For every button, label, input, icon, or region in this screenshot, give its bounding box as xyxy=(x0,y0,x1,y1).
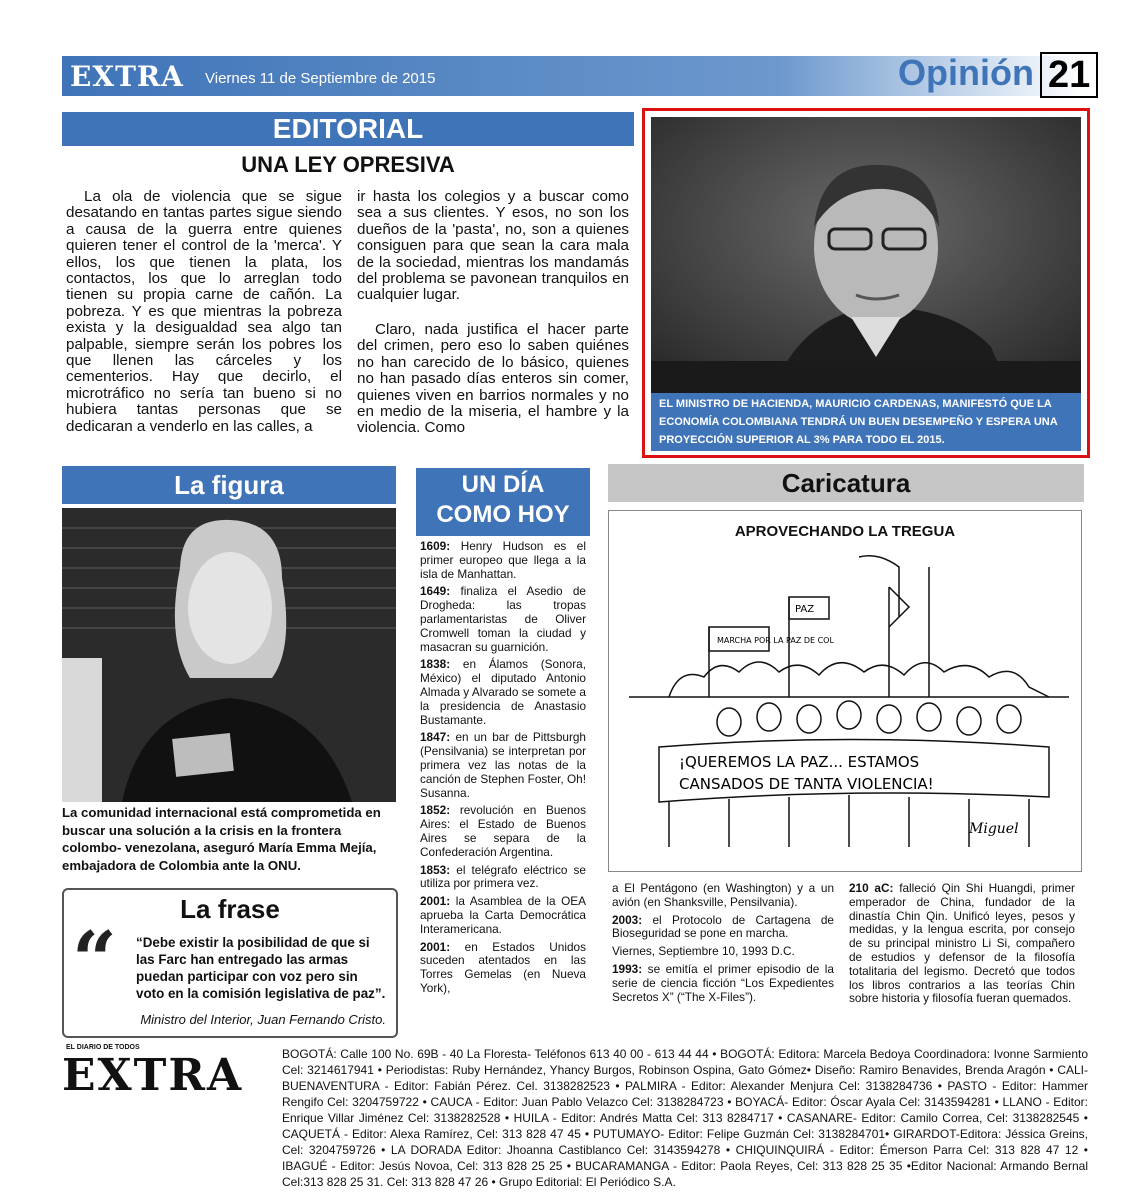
dia-entry xyxy=(420,895,586,936)
dia-entry xyxy=(420,941,586,996)
section-title: Opinión xyxy=(898,52,1034,93)
cartoon-title: APROVECHANDO LA TREGUA xyxy=(734,523,956,540)
quote-mark-icon: “ xyxy=(72,915,117,1006)
featured-photo-frame xyxy=(642,108,1090,458)
dia-entry-text: la Asamblea de la OEA aprueba la Carta Democrática Interamericana. xyxy=(420,894,586,936)
cartoon-banner-line-2: CANSADOS DE TANTA VIOLENCIA! xyxy=(679,775,934,793)
dia-entry xyxy=(420,658,586,727)
editorial-title: UNA LEY OPRESIVA xyxy=(241,152,455,177)
footer-tagline: EL DIARIO DE TODOS xyxy=(66,1044,140,1051)
dia-entry-text: finaliza el Asedio de Drogheda: las tropas parlamentaristas de Oliver Cromwell toman la ciudad y masacran su guarnición. xyxy=(420,584,586,654)
dia-entry xyxy=(420,864,586,892)
dia-entry-year: 1993: xyxy=(612,961,643,976)
cartoon-signature: Miguel xyxy=(969,821,1019,837)
dia-entry-text: el telégrafo eléctrico se utiliza por primera vez. xyxy=(420,862,586,891)
dia-continuation-2 xyxy=(849,882,1075,1006)
dia-entry-year: 1649: xyxy=(420,584,451,599)
dia-entry xyxy=(612,914,834,942)
dia-band xyxy=(416,468,590,536)
dia-entry-year: 2001: xyxy=(420,939,451,954)
frase-box xyxy=(62,888,398,1038)
dia-entry xyxy=(420,804,586,859)
page-number: 21 xyxy=(1040,52,1098,98)
editorial-column-2b: Claro, nada justifica el hacer parte del crimen, pero eso lo saben quiénes no han carecido de lo básico, quienes no han pasado días enteros sin comer, quienes viven en barrios normales y no en medio de la miseria, el hambre y la violencia. Como xyxy=(357,321,629,437)
cartoon-frame xyxy=(608,510,1082,872)
dia-band-line-2: COMO HOY xyxy=(436,501,570,528)
figura-photo xyxy=(62,508,396,802)
dia-entry-year: 1609: xyxy=(420,539,451,553)
dia-entry xyxy=(420,731,586,800)
dia-entry-year: 1852: xyxy=(420,803,451,818)
figura-caption: La comunidad internacional está comprometida en buscar una solución a la crisis en la frontera colombo- venezolana, aseguró María Emma Mejía, embajadora de Colombia ante la ONU. xyxy=(62,805,381,873)
figura-band: La figura xyxy=(62,466,396,504)
dia-cont-text: a El Pentágono (en Washington) y a un avión (en Shanksville, Pensilvania). xyxy=(612,881,834,909)
cartoon-sign-1: MARCHA POR LA PAZ DE COL xyxy=(717,636,834,645)
frase-quote: “Debe existir la posibilidad de que si las Farc han entregado las armas puedan participar con voz pero sin voto en la comisión legislativa de paz”. xyxy=(136,935,386,1001)
dia-entry-text: se emitía el primer episodio de la serie de ciencia ficción “Los Expedientes Secretos X” (“The X-Files”). xyxy=(612,961,834,1004)
editorial-column-1: La ola de violencia que se sigue desatando en tantas partes sigue siendo a causa de la guerra entre quienes quieren tener el control de la 'merca'. Y ellos, los que tienen la plata, los contactos, los que lo arreglan todo tienen su propia carne de cañón. La pobreza. Y es que mientras la pobreza exista y la desigualdad sea algo tan palpable, siempre serán los pobres los que llenen las cárceles y los cementerios. Hay que decirlo, el microtráfico no sería tan bueno si no hubiera tantas personas que se dedicaran a venderlo en las calles, a xyxy=(66,188,342,435)
editorial-column-2a: ir hasta los colegios y a buscar como sea a sus clientes. Y esos, no son los dueños de la 'pasta', no, son a quienes consiguen para que sean la cara mala de la sociedad, mientras los mandamás del problema se pavonean tranquilos en cualquier lugar. xyxy=(357,188,629,304)
dia-entry-text: revolución en Buenos Aires: el Estado de Buenos Aires se separa de la Confederación Argentina. xyxy=(420,803,586,859)
minister-photo xyxy=(651,117,1081,393)
dia-continuation-1 xyxy=(612,882,834,1004)
dia-entry-text: en Álamos (Sonora, México) el diputado Antonio Almada y Alvarado se somete a la presidencia de Anastasio Bustamante. xyxy=(420,657,586,727)
dia-entry-list xyxy=(420,540,586,1000)
dia-entry-year: 1853: xyxy=(420,862,451,877)
dia-entry-text: Henry Hudson es el primer europeo que llega a la isla de Manhattan. xyxy=(420,539,586,581)
caricatura-band: Caricatura xyxy=(608,464,1084,502)
dia-entry-year: 210 aC: xyxy=(849,881,894,895)
dia-entry-text: el Protocolo de Cartagena de Bioseguridad se pone en marcha. xyxy=(612,912,834,941)
dia-entry xyxy=(420,585,586,654)
dia-entry-year: 1838: xyxy=(420,657,451,672)
footer-credits: BOGOTÁ: Calle 100 No. 69B - 40 La Floresta- Teléfonos 613 40 00 - 613 44 44 • BOGOTÁ: Editora: Marcela Bedoya Coordinadora: Ivonne Sarmiento Cel: 3214617941 • Periodistas: Ruby Hernández, Yhancy Burgos, Robinson Ospina, Gato Gómez• Diseño: Ramiro Benavides, Brenda Aragón • CALI-BUENAVENTURA - Editor: Fabián Pérez. Cel. 3138282523 • PALMIRA - Editor: Alexander Menjura Cel: 3138284736 • PASTO - Editor: Hammer Rengifo Cel: 3204759722 • CAUCA - Editor: Juan Pablo Velazco Cel: 3138284723 • BOYACÁ- Editor: Óscar Ayala Cel: 3143594281 • LLANO - Editor: Enrique Villar Jiménez Cel: 3138282528 • HUILA - Editor: Andrés Matta Cel: 313 8284717 • CASANARE- Editor: Camilo Correa, Cel: 3138282545 • CAQUETÁ - Editor: Alexa Ramírez, Cel: 313 828 47 45 • PUTUMAYO- Editor: Felipe Guzmán Cel: 3138284701• GIRARDOT-Editora: Jéssica Greins, Cel: 3204759726 • LA DORADA Editor: Jhoanna Castiblanco Cel: 3143594278 • CHIQUINQUIRÁ - Editor: Émerson Parra Cel: 313 828 47 12 • IBAGUÉ - Editor: Jesús Novoa, Cel: 313 828 25 25 • BUCARAMANGA - Editor: Paola Reyes, Cel: 313 828 25 35 •Editor Nacional: Armando Bernal Cel:313 828 25 31. Cel: 313 828 47 26 • Grupo Editorial: El Periódico S.A. xyxy=(282,1047,1088,1189)
cartoon-banner-line-1: ¡QUEREMOS LA PAZ... ESTAMOS xyxy=(679,753,920,771)
dia-entry-text: falleció Qin Shi Huangdi, primer emperador de China, fundador de la dinastía Chin Qin. Unificó leyes, pesos y medidas, y la lengua escrita, por consejo de su principal ministro Li Si, compañero de estudios y defensor de la filosofía totalitaria del legismo. Decretó que todos los libros contrarios a las teorías Chin sobre historia y filosofía fueran quemados. xyxy=(849,881,1075,1006)
editorial-band: EDITORIAL xyxy=(62,112,634,146)
cartoon-sign-2: PAZ xyxy=(795,604,815,615)
dia-entry xyxy=(420,540,586,581)
issue-date: Viernes 11 de Septiembre de 2015 xyxy=(205,70,436,87)
footer-logo: EXTRA xyxy=(62,1050,244,1101)
dia-entry-text: en un bar de Pittsburgh (Pensilvania) se interpretan por primera vez las notas de la canción de Stephen Foster, Oh! Susanna. xyxy=(420,730,586,800)
dia-band-line-1: UN DÍA xyxy=(461,471,545,498)
extra-logo: EXTRA xyxy=(70,60,184,93)
frase-author: Ministro del Interior, Juan Fernando Cristo. xyxy=(140,1012,386,1027)
dia-dateline: Viernes, Septiembre 10, 1993 D.C. xyxy=(612,944,795,959)
dia-entry xyxy=(612,963,834,1004)
dia-entry-text: en Estados Unidos suceden atentados en las Torres Gemelas (en Nueva York), xyxy=(420,939,586,995)
photo-caption: EL MINISTRO DE HACIENDA, MAURICIO CARDENAS, MANIFESTÓ QUE LA ECONOMÍA COLOMBIANA TENDRÁ UN BUEN DESEMPEÑO Y ESPERA UNA PROYECCIÓN SUPERIOR AL 3% PARA TODO EL 2015. xyxy=(651,393,1081,451)
dia-entry-year: 1847: xyxy=(420,730,451,745)
dia-entry-year: 2003: xyxy=(612,912,643,927)
dia-entry-year: 2001: xyxy=(420,894,451,909)
frase-title: La frase xyxy=(180,894,280,924)
